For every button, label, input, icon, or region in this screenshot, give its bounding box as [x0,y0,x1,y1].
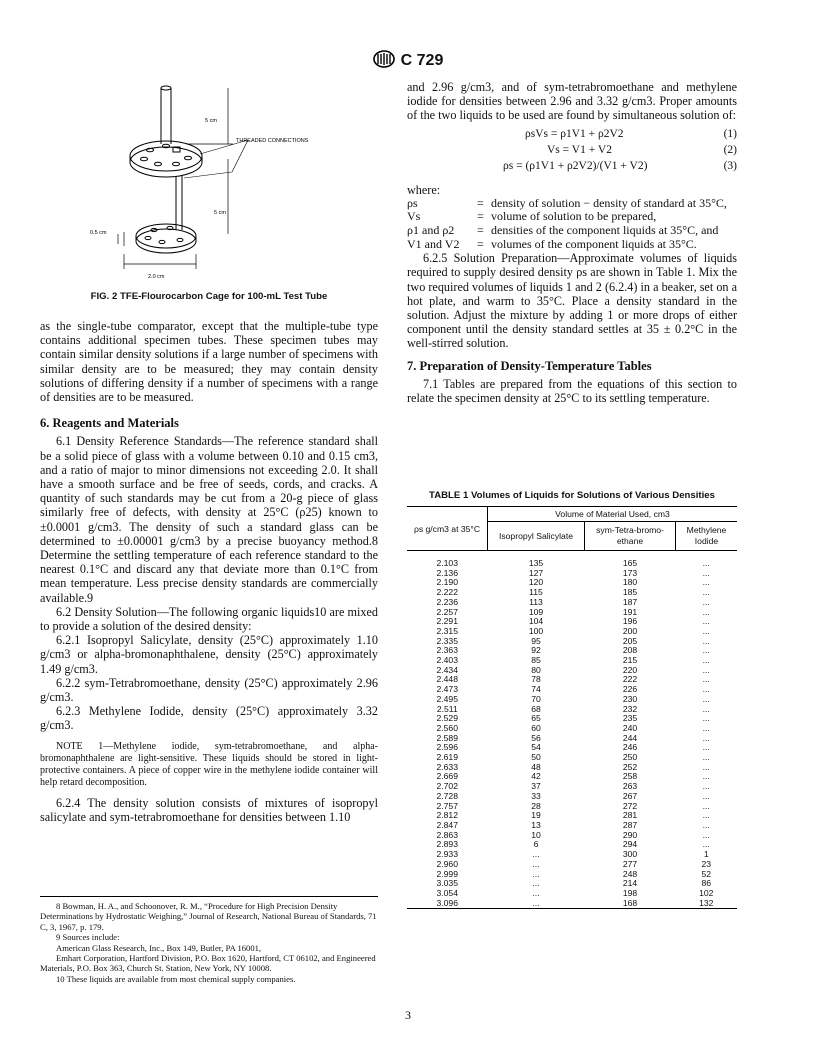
density-cell: 2.236 [436,596,458,607]
isopropyl-cell: 10 [531,829,541,840]
definition-row: Vs = volume of solution to be prepared, [407,209,657,224]
isopropyl-cell: 113 [529,596,543,607]
tetrabromoethane-cell: 196 [622,616,638,627]
paragraph-6-2-5: 6.2.5 Solution Preparation—Approximate volumes of liquids required to supply desired density ρs are shown in Table 1. Mix the two required volumes of liquids 1 and 2 (6.2.4) in a beaker, set on a hot plate, and warm to 35°C. Place a density standard in the solution. Adjust the mixture by adding 1 or more drops of either component until the density standard settles at 35 ± 0.2°C in the well-stirred solution. [407,251,737,351]
methylene-iodide-cell: ... [702,819,710,830]
isopropyl-cell: ... [532,897,540,908]
isopropyl-cell: 95 [531,635,541,646]
isopropyl-cell: 92 [531,645,541,656]
section-6-heading: 6. Reagents and Materials [40,416,179,431]
equation-2: Vs = V1 + V2 [547,143,612,156]
isopropyl-cell: 104 [528,616,544,627]
table-header-methylene-iodide: Methylene Iodide [676,522,738,551]
tetrabromoethane-cell: 230 [622,693,638,704]
isopropyl-cell: 100 [528,625,544,636]
methylene-iodide-cell: ... [702,761,710,772]
isopropyl-cell: ... [532,858,540,869]
methylene-iodide-cell: ... [702,839,710,850]
density-cell: 2.403 [436,655,458,666]
tetrabromoethane-cell: 168 [622,897,638,908]
isopropyl-cell: 120 [528,577,544,588]
isopropyl-cell: 19 [531,810,541,821]
note-1: NOTE 1—Methylene iodide, sym-tetrabromoethane, and alpha-bromonaphthalene are light-sensitive. These liquids should be stored in light-protective containers. A piece of copper wire in the methylene iodide container will help retard decomposition. [40,740,378,789]
astm-logo-icon [373,50,395,68]
fig-label-threaded: THREADED CONNECTIONS [236,138,309,144]
density-cell: 2.960 [436,858,458,869]
tetrabromoethane-cell: 180 [622,577,638,588]
tetrabromoethane-cell: 185 [622,587,638,598]
isopropyl-cell: 115 [529,587,543,598]
tetrabromoethane-cell: 215 [622,655,638,666]
equation-1-number: (1) [723,127,737,140]
tetrabromoethane-cell: 240 [622,722,638,733]
methylene-iodide-cell: 52 [701,868,712,879]
methylene-iodide-cell: ... [702,625,710,636]
tetrabromoethane-cell: 232 [622,703,638,714]
isopropyl-cell: 135 [528,558,544,568]
document-code: C 729 [400,52,444,69]
tetrabromoethane-cell: 220 [622,664,638,675]
methylene-iodide-cell: ... [702,771,710,782]
isopropyl-cell: ... [532,849,540,860]
density-cell: 2.529 [436,713,458,724]
density-cell: 2.103 [436,558,458,568]
fig-label-top-height: 5 cm [205,118,217,124]
methylene-iodide-cell: ... [702,810,710,821]
tetrabromoethane-cell: 277 [622,858,638,869]
density-cell: 2.728 [436,790,458,801]
density-cell: 2.190 [436,577,458,588]
density-cell: 2.669 [436,771,458,782]
fig-label-mid-height: 5 cm [214,210,226,216]
tetrabromoethane-cell: 248 [622,868,638,879]
equation-3: ρs = (ρ1V1 + ρ2V2)/(V1 + V2) [503,159,648,172]
tetrabromoethane-cell: 165 [622,558,638,568]
methylene-iodide-cell: ... [702,645,710,656]
tetrabromoethane-cell: 214 [622,878,638,889]
table-1-body [407,551,737,909]
table-header-isopropyl: Isopropyl Salicylate [488,522,585,551]
paragraph-6-2-3: 6.2.3 Methylene Iodide, density (25°C) approximately 3.32 g/cm3. [40,704,378,733]
isopropyl-cell: 42 [531,771,541,782]
density-cell: 2.335 [436,635,458,646]
tetrabromoethane-cell: 235 [622,713,638,724]
methylene-iodide-cell: ... [702,742,710,753]
isopropyl-cell: 37 [531,781,541,792]
tetrabromoethane-cell: 246 [622,742,638,753]
methylene-iodide-cell: ... [702,684,710,695]
figure-2-cage-drawing [88,84,370,282]
tetrabromoethane-cell: 226 [622,684,638,695]
methylene-iodide-cell: ... [702,722,710,733]
density-cell: 2.448 [436,674,458,685]
table-1 [407,506,737,909]
isopropyl-cell: 68 [531,703,541,714]
density-cell: 2.473 [436,684,458,695]
paragraph-6-2-4: 6.2.4 The density solution consists of mixtures of isopropyl salicylate and sym-tetrabromoethane for densities between 1.10 [40,795,378,824]
paragraph-6-2-1: 6.2.1 Isopropyl Salicylate, density (25°C) approximately 1.10 g/cm3 or alpha-bromonaphthalene, density (25°C) approximately 1.49 g/cm3. [40,633,378,676]
density-cell: 2.589 [436,732,458,743]
isopropyl-cell: 50 [531,752,541,763]
footnote-9-source-1: American Glass Research, Inc., Box 149, Butler, PA 16001, [56,942,262,953]
isopropyl-cell: 109 [528,606,544,617]
density-cell: 2.619 [436,752,458,763]
footnote-8: 8 Bowman, H. A., and Schoonover, R. M., “Procedure for High Precision Density Determinations by Hydrostatic Weighing,” Journal of Research, National Bureau of Standards, 71 C, 3, 1967, p. 179. [40,901,377,932]
footnotes [40,896,378,984]
density-cell: 3.035 [436,878,458,889]
page-number: 3 [405,1008,411,1022]
methylene-iodide-cell: ... [702,567,710,578]
isopropyl-cell: 127 [528,567,544,578]
methylene-iodide-cell: ... [702,664,710,675]
right-continuation-paragraph: and 2.96 g/cm3, and of sym-tetrabromoethane and methylene iodide for densities between 2.96 and 3.32 g/cm3. Proper amounts of the two liquids to be used are found by simultaneous solution of: [407,80,737,123]
isopropyl-cell: 13 [531,819,541,830]
right-column [407,80,737,405]
table-header-volume-group: Volume of Material Used, cm3 [488,507,738,522]
table-1-caption: TABLE 1 Volumes of Liquids for Solutions of Various Densities [429,490,715,501]
density-cell: 2.495 [436,693,458,704]
methylene-iodide-cell: ... [702,800,710,811]
left-column [40,319,378,824]
paragraph-6-2-2: 6.2.2 sym-Tetrabromoethane, density (25°C) approximately 2.96 g/cm3. [40,675,378,705]
section-7-heading: 7. Preparation of Density-Temperature Tables [407,358,652,373]
tetrabromoethane-cell: 208 [622,645,638,656]
methylene-iodide-cell: ... [702,790,710,801]
footnote-9-source-2: Emhart Corporation, Hartford Division, P.O. Box 1620, Hartford, CT 06102, and Engineered Materials, P.O. Box 363, Church St. Station, New York, NY 10008. [40,953,376,974]
tetrabromoethane-cell: 222 [622,674,638,685]
tetrabromoethane-cell: 287 [622,819,638,830]
tetrabromoethane-cell: 250 [622,752,638,763]
methylene-iodide-cell: 102 [699,887,714,898]
methylene-iodide-cell: ... [702,732,710,743]
density-cell: 2.136 [436,567,458,578]
density-cell: 2.702 [436,781,458,792]
definition-row: V1 and V2 = volumes of the component liquids at 35°C. [407,236,697,251]
methylene-iodide-cell: ... [702,616,710,627]
isopropyl-cell: 60 [531,722,541,733]
where-label: where: [407,182,441,197]
equation-2-number: (2) [723,143,737,156]
left-intro-paragraph: as the single-tube comparator, except that the multiple-tube type contains additional specimen tubes. These specimen tubes may contain similar density solutions if a large number of specimens with similar density are to be measured; they may contain density solutions of differing density if a number of specimens with a range of densities are to be measured. [40,319,378,405]
isopropyl-cell: 33 [531,790,541,801]
density-cell: 2.933 [436,849,458,860]
equations [407,127,737,175]
methylene-iodide-cell: ... [702,693,710,704]
equation-3-number: (3) [723,159,737,172]
density-cell: 2.222 [436,587,458,598]
fig-label-offset: 0.5 cm [90,230,107,236]
isopropyl-cell: ... [532,878,540,889]
tetrabromoethane-cell: 258 [622,771,638,782]
footnote-9: 9 Sources include: [56,932,120,943]
methylene-iodide-cell: ... [702,781,710,792]
methylene-iodide-cell: 1 [703,849,709,860]
table-row [407,551,737,569]
methylene-iodide-cell: ... [702,829,710,840]
table-header-density: ρs g/cm3 at 35°C [407,507,488,551]
density-cell: 2.863 [436,829,458,840]
density-cell: 2.633 [436,761,458,772]
methylene-iodide-cell: ... [702,713,710,724]
paragraph-6-2: 6.2 Density Solution—The following organic liquids10 are mixed to provide a solution of the desired density: [40,604,378,634]
density-cell: 2.291 [436,616,458,627]
isopropyl-cell: 74 [531,684,541,695]
tetrabromoethane-cell: 290 [622,829,638,840]
fig-label-width: 2.0 cm [148,274,165,280]
density-cell: 2.363 [436,645,458,656]
isopropyl-cell: ... [532,887,540,898]
tetrabromoethane-cell: 187 [622,596,638,607]
isopropyl-cell: 85 [531,655,541,666]
isopropyl-cell: 70 [531,693,541,704]
isopropyl-cell: 78 [531,674,541,685]
density-cell: 2.315 [436,625,458,636]
isopropyl-cell: 54 [531,742,541,753]
methylene-iodide-cell: ... [702,606,710,617]
density-cell: 2.257 [436,606,458,617]
tetrabromoethane-cell: 244 [622,732,638,743]
density-cell: 2.812 [436,810,458,821]
density-cell: 2.757 [436,800,458,811]
density-cell: 2.847 [436,819,458,830]
methylene-iodide-cell: ... [702,596,710,607]
density-cell: 2.560 [436,722,458,733]
tetrabromoethane-cell: 281 [622,810,638,821]
methylene-iodide-cell: 86 [701,878,712,889]
tetrabromoethane-cell: 200 [622,625,638,636]
methylene-iodide-cell: ... [702,635,710,646]
density-cell: 3.096 [436,897,458,908]
tetrabromoethane-cell: 272 [622,800,638,811]
methylene-iodide-cell: ... [702,655,710,666]
methylene-iodide-cell: ... [702,752,710,763]
methylene-iodide-cell: ... [702,587,710,598]
isopropyl-cell: 65 [531,713,541,724]
definition-row: ρ1 and ρ2 = densities of the component liquids at 35°C, and [407,223,719,237]
table-row [407,899,737,909]
tetrabromoethane-cell: 263 [622,781,638,792]
page-header [0,50,816,70]
density-cell: 2.511 [436,703,458,714]
table-header-tetrabromoethane: sym-Tetra-bromo-ethane [585,522,676,551]
tetrabromoethane-cell: 198 [622,887,638,898]
footnote-10: 10 These liquids are available from most chemical supply companies. [56,973,296,984]
methylene-iodide-cell: 23 [701,858,712,869]
density-cell: 3.054 [436,887,458,898]
density-cell: 2.434 [436,664,458,675]
definitions-table [407,197,737,251]
density-cell: 2.596 [436,742,458,753]
equation-1: ρsVs = ρ1V1 + ρ2V2 [525,127,624,140]
isopropyl-cell: 80 [531,664,541,675]
definition-row: ρs = density of solution − density of standard at 35°C, [407,195,727,210]
methylene-iodide-cell: ... [702,674,710,685]
paragraph-7-1: 7.1 Tables are prepared from the equations of this section to relate the specimen density at 25°C to its settling temperature. [407,376,737,406]
density-cell: 2.999 [436,868,458,879]
isopropyl-cell: 48 [531,761,541,772]
tetrabromoethane-cell: 252 [622,761,638,772]
tetrabromoethane-cell: 173 [622,567,638,578]
methylene-iodide-cell: 132 [699,897,714,908]
isopropyl-cell: ... [532,868,540,879]
tetrabromoethane-cell: 294 [622,839,638,850]
tetrabromoethane-cell: 191 [622,606,638,617]
isopropyl-cell: 6 [533,839,539,850]
tetrabromoethane-cell: 300 [622,849,638,860]
tetrabromoethane-cell: 267 [622,790,638,801]
density-cell: 2.893 [436,839,458,850]
isopropyl-cell: 28 [531,800,541,811]
methylene-iodide-cell: ... [702,558,710,568]
tetrabromoethane-cell: 205 [622,635,638,646]
methylene-iodide-cell: ... [702,577,710,588]
figure-caption: FIG. 2 TFE-Flourocarbon Cage for 100-mL Test Tube [90,291,328,302]
isopropyl-cell: 56 [531,732,541,743]
methylene-iodide-cell: ... [702,703,710,714]
paragraph-6-1: 6.1 Density Reference Standards—The reference standard shall be a solid piece of glass with a volume between 0.10 and 0.15 cm3, and a ratio of major to minor dimensions not exceeding 2.0. It shall have a smooth surface and be free of seeds, cords, and cracks. A quantity of such standards may be cut from a 20-g piece of glass similarly free of defects, with density at 25°C (ρ25) known to ±0.0001 g/cm3. The density of such a standard glass can be determined to ±0.00001 g/cm3 by a precise buoyancy method.8 Determine the settling temperature of each reference standard to the nearest 0.1°C and discard any that deviate more than 0.1°C from mean temperature. Less precise density standards are commercially available.9 [40,434,378,605]
